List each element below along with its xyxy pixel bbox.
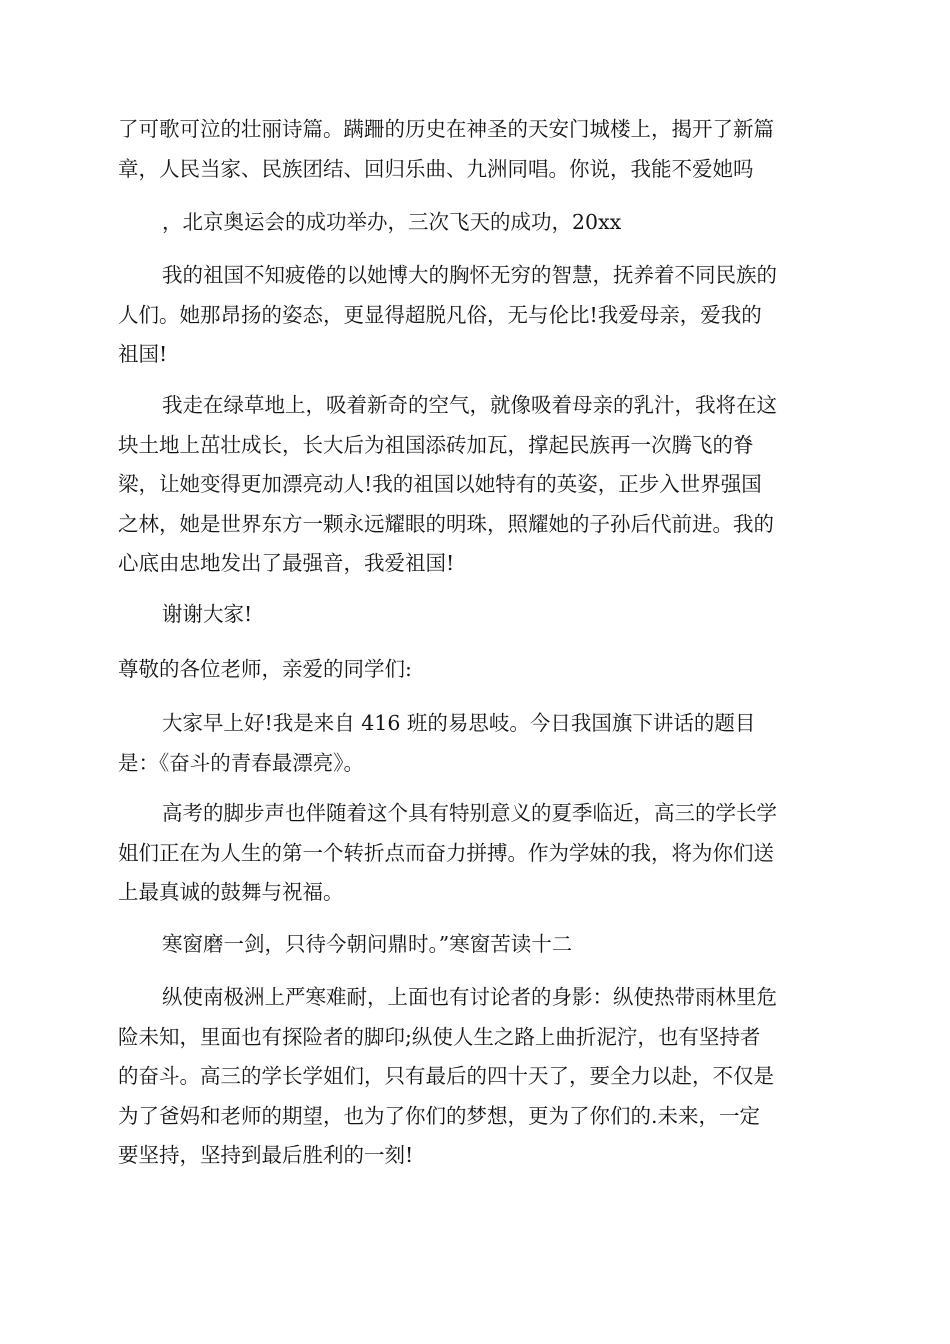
- text-line: 为了爸妈和老师的期望，也为了你们的梦想，更为了你们的.未来，一定: [118, 1103, 761, 1128]
- text-line: 之林，她是世界东方一颗永远耀眼的明珠，照耀她的子孙后代前进。我的: [118, 511, 774, 536]
- text-line: 要坚持，坚持到最后胜利的一刻!: [118, 1143, 414, 1167]
- text-line: 姐们正在为人生的第一个转折点而奋力拼搏。作为学妹的我，将为你们送: [118, 840, 774, 865]
- text-line: 祖国!: [118, 342, 168, 366]
- text-line: 大家早上好!我是来自 416 班的易思岐。今日我国旗下讲话的题目: [162, 711, 756, 735]
- salutation: [118, 650, 836, 690]
- paragraph-10: [118, 978, 836, 1176]
- text-line: ，北京奥运会的成功举办，三次飞天的成功，20xx: [162, 210, 622, 234]
- text-line: 寒窗磨一剑，只待今朝问鼎时。”寒窗苦读十二: [162, 932, 573, 956]
- text-line: 上最真诚的鼓舞与祝福。: [118, 880, 344, 904]
- text-line: 心底由忠地发出了最强音，我爱祖国!: [118, 551, 455, 575]
- paragraph-8: [118, 794, 836, 913]
- text-line: 我的祖国不知疲倦的以她博大的胸怀无穷的智慧，抚养着不同民族的: [162, 263, 777, 287]
- text-line: 梁，让她变得更加漂亮动人!我的祖国以她特有的英姿，正步入世界强国: [118, 472, 762, 496]
- text-line: 谢谢大家!: [162, 602, 253, 626]
- text-line: 章，人民当家、民族团结、回归乐曲、九洲同唱。你说，我能不爱她吗: [118, 156, 754, 181]
- text-line: 尊敬的各位老师，亲爱的同学们:: [118, 657, 412, 681]
- text-line: 是：《奋斗的青春最漂亮》。: [118, 750, 364, 775]
- paragraph-9: [118, 925, 880, 965]
- text-line: 了可歌可泣的壮丽诗篇。蹒跚的历史在神圣的天安门城楼上，揭开了新篇: [118, 117, 774, 141]
- text-line: 我走在绿草地上，吸着新奇的空气，就像吸着母亲的乳汁，我将在这: [162, 393, 777, 417]
- text-line: 块土地上茁壮成长，长大后为祖国添砖加瓦，撑起民族再一次腾飞的脊: [118, 432, 754, 457]
- paragraph-4: [118, 386, 836, 584]
- text-line: 纵使南极洲上严寒难耐，上面也有讨论者的身影：纵使热带雨林里危: [162, 985, 777, 1009]
- text-line: 险未知，里面也有探险者的脚印;纵使人生之路上曲折泥泞，也有坚持者: [118, 1024, 761, 1049]
- paragraph-1: [118, 110, 836, 189]
- paragraph-3: [118, 256, 836, 375]
- text-line: 高考的脚步声也伴随着这个具有特别意义的夏季临近，高三的学长学: [162, 801, 777, 825]
- text-line: 人们。她那昂扬的姿态，更显得超脱凡俗，无与伦比!我爱母亲，爱我的: [118, 302, 762, 327]
- paragraph-2: [118, 203, 880, 243]
- paragraph-7: [118, 704, 836, 783]
- paragraph-5: [118, 595, 880, 635]
- text-line: 的奋斗。高三的学长学姐们，只有最后的四十天了，要全力以赴，不仅是: [118, 1064, 774, 1088]
